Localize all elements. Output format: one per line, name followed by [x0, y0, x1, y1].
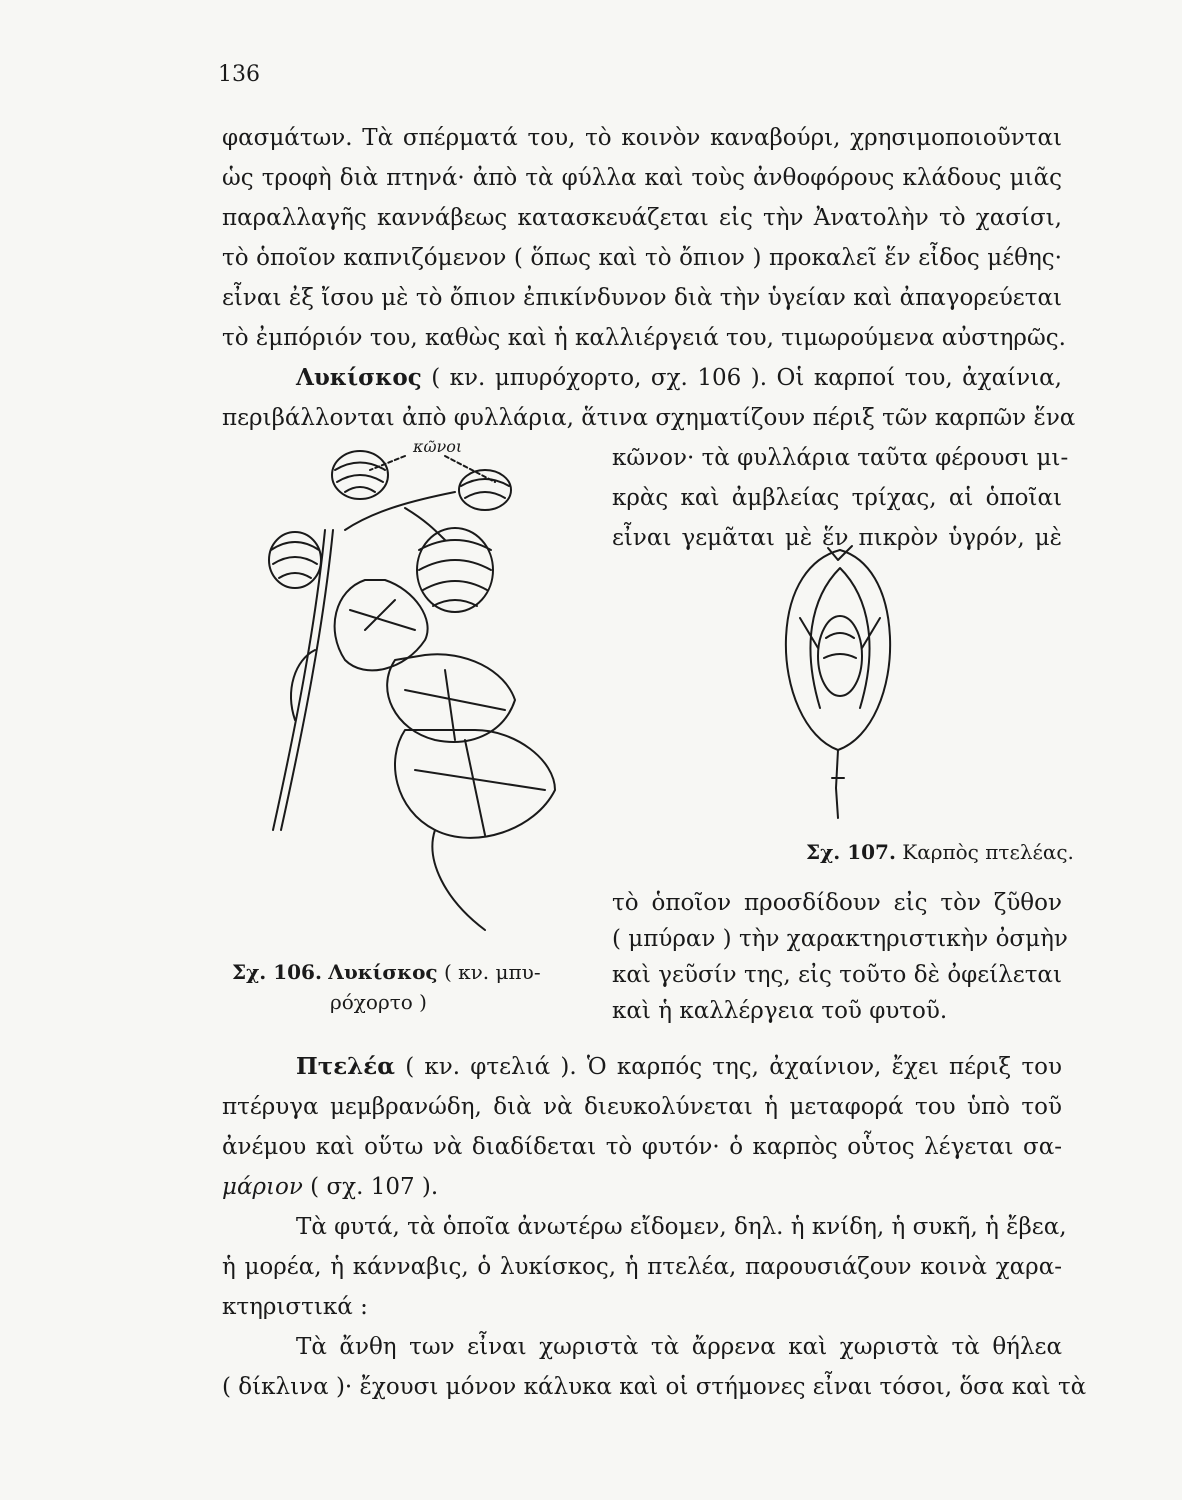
text-line: κρὰς καὶ ἀμβλείας τρίχας, αἱ ὁποῖαι [612, 485, 1062, 511]
text-line: κτηριστικά : [222, 1294, 368, 1320]
figure-107-caption [806, 840, 1074, 864]
text-line: καὶ ἡ καλλέργεια τοῦ φυτοῦ. [612, 998, 948, 1024]
text-line: τὸ ὁποῖον προσδίδουν εἰς τὸν ζῦθον [612, 890, 1062, 916]
text-line: εἶναι γεμᾶται μὲ ἕν πικρὸν ὑγρόν, μὲ [612, 525, 1062, 551]
caption-text: ( κν. μπυ- [437, 960, 541, 984]
text-line: Τὰ ἄνθη των εἶναι χωριστὰ τὰ ἄρρενα καὶ χωριστὰ τὰ θήλεα [296, 1334, 1062, 1360]
hop-cone [332, 451, 388, 499]
text-span: ( κν. φτελιά ). Ὁ καρπός της, ἀχαίνιον, ἔχει πέριξ του [395, 1054, 1062, 1080]
figure-106-caption [232, 960, 541, 984]
page-number: 136 [218, 62, 260, 87]
text-line: εἶναι ἐξ ἴσου μὲ τὸ ὄπιον ἐπικίνδυνον διὰ τὴν ὑγείαν καὶ ἀπαγορεύεται [222, 285, 1062, 311]
ptelea-line-1 [296, 1052, 1062, 1082]
text-line: πτέρυγα μεμβρανώδη, διὰ νὰ διευκολύνεται ἡ μεταφορά του ὑπὸ τοῦ [222, 1094, 1062, 1120]
hop-plant-illustration [255, 430, 575, 950]
text-line: τὸ ὁποῖον καπνιζόμενον ( ὅπως καὶ τὸ ὄπιον ) προκαλεῖ ἕν εἶδος μέθης· [222, 245, 1062, 271]
hop-cone [417, 528, 493, 612]
text-line: Τὰ φυτά, τὰ ὁποῖα ἀνωτέρω εἴδομεν, δηλ. ἡ κνίδη, ἡ συκῆ, ἡ ἔβεα, [296, 1214, 1067, 1240]
text-line: τὸ ἐμπόριόν του, καθὼς καὶ ἡ καλλιέργειά του, τιμωρούμενα αὐστηρῶς. [222, 325, 1066, 351]
term-samarion: μάριον [222, 1174, 303, 1200]
caption-name: Λυκίσκος [328, 960, 438, 984]
figure-106-caption-cont: ρόχορτο ) [330, 990, 427, 1014]
text-span: ( σχ. 107 ). [302, 1174, 439, 1200]
text-line: καὶ γεῦσίν της, εἰς τοῦτο δὲ ὀφείλεται [612, 962, 1062, 988]
text-line: φασμάτων. Τὰ σπέρματά του, τὸ κοινὸν καναβούρι, χρησιμοποιοῦνται [222, 125, 1062, 151]
caption-number: Σχ. 107. [806, 840, 896, 864]
text-span: ( κν. μπυρόχορτο, σχ. 106 ). Οἱ καρποί του, ἀχαίνια, [421, 365, 1062, 391]
elm-fruit-illustration [760, 538, 920, 838]
text-line: ( δίκλινα )· ἔχουσι μόνον κάλυκα καὶ οἱ στήμονες εἶναι τόσοι, ὅσα καὶ τὰ [222, 1374, 1087, 1400]
caption-text: Καρπὸς πτελέας. [895, 840, 1074, 864]
text-line: ἡ μορέα, ἡ κάνναβις, ὁ λυκίσκος, ἡ πτελέα, παρουσιάζουν κοινὰ χαρα- [222, 1254, 1062, 1280]
figure-label-konoi: κῶνοι [413, 437, 463, 456]
text-line: κῶνον· τὰ φυλλάρια ταῦτα φέρουσι μι- [612, 445, 1069, 471]
text-line: ( μπύραν ) τὴν χαρακτηριστικὴν ὀσμὴν [612, 926, 1068, 952]
ptelea-line-4 [222, 1172, 1062, 1202]
text-line: παραλλαγῆς καννάβεως κατασκευάζεται εἰς τὴν Ἀνατολὴν τὸ χασίσι, [222, 205, 1062, 231]
text-line: ἀνέμου καὶ οὕτω νὰ διαδίδεται τὸ φυτόν· ὁ καρπὸς οὗτος λέγεται σα- [222, 1134, 1062, 1160]
text-line: περιβάλλονται ἀπὸ φυλλάρια, ἅτινα σχηματίζουν πέριξ τῶν καρπῶν ἕνα [222, 405, 1076, 431]
caption-number: Σχ. 106. [232, 960, 322, 984]
hop-cone [269, 532, 321, 588]
term-ptelea: Πτελέα [296, 1053, 395, 1080]
term-lykiskos: Λυκίσκος [296, 364, 422, 391]
text-line: ὡς τροφὴ διὰ πτηνά· ἀπὸ τὰ φύλλα καὶ τοὺς ἀνθοφόρους κλάδους μιᾶς [222, 165, 1062, 191]
lykiskos-line-1 [296, 363, 1062, 393]
